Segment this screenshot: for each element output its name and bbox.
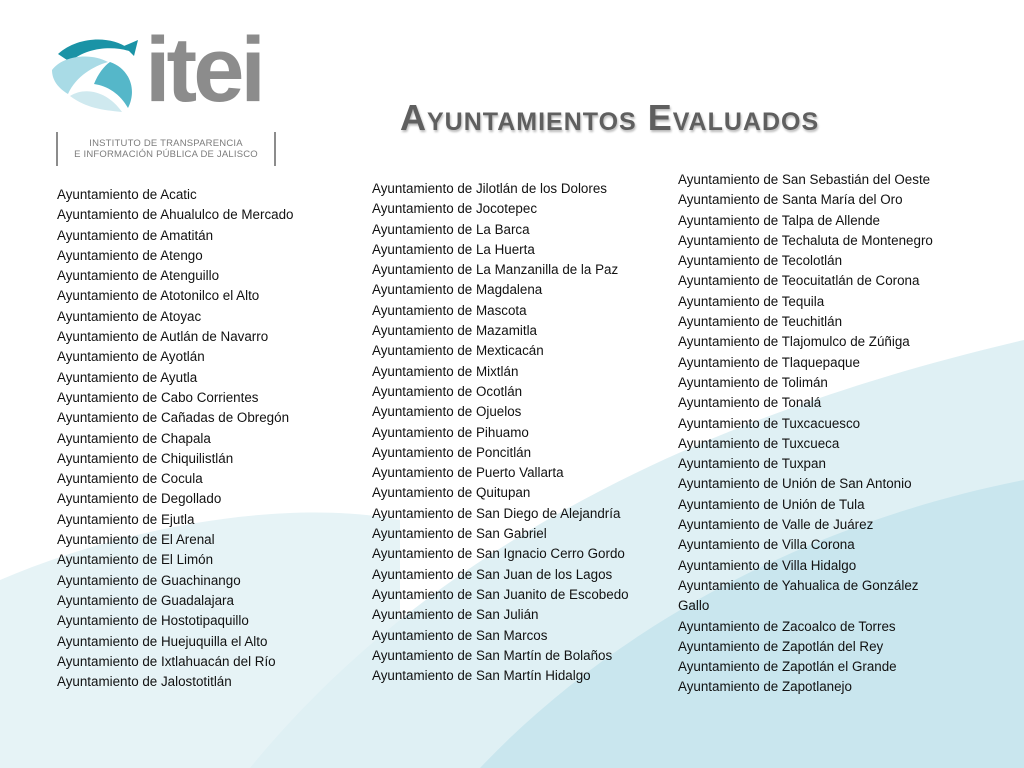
page-title: Ayuntamientos Evaluados (400, 97, 820, 138)
municipality-list-item: Ayuntamiento de Villa Hidalgo (678, 557, 857, 573)
municipality-list-item: Ayuntamiento de Mexticacán (372, 343, 544, 359)
municipality-list-item: Ayuntamiento de Degollado (57, 491, 222, 507)
municipality-list-item: Ayuntamiento de Mixtlán (372, 363, 519, 379)
municipality-list-item: Ayuntamiento de San Juan de los Lagos (372, 566, 613, 582)
municipality-list-item: Ayuntamiento de Ayotlán (57, 349, 205, 365)
municipality-list-item: Ayuntamiento de Huejuquilla el Alto (57, 633, 268, 649)
municipality-list-item: Ayuntamiento de Tlajomulco de Zúñiga (678, 334, 910, 350)
municipality-list-item: Ayuntamiento de Santa María del Oro (678, 192, 903, 208)
municipality-list-item: Ayuntamiento de Zapotlán del Rey (678, 638, 884, 654)
municipality-list-item: Ayuntamiento de Jalostotitlán (57, 674, 232, 690)
municipality-list-item: Ayuntamiento de Ejutla (57, 511, 195, 527)
municipality-list-item: Ayuntamiento de La Manzanilla de la Paz (372, 262, 619, 278)
municipality-list-item: Ayuntamiento de San Martín Hidalgo (372, 668, 591, 684)
municipality-list-item: Ayuntamiento de Ixtlahuacán del Río (57, 653, 276, 669)
municipality-list-item: Ayuntamiento de Villa Corona (678, 537, 855, 553)
municipality-list-item: Gallo (678, 598, 710, 614)
municipality-list-item: Ayuntamiento de Jilotlán de los Dolores (372, 181, 607, 196)
municipality-list-item: Ayuntamiento de El Arenal (57, 532, 215, 548)
municipality-list-item: Ayuntamiento de Ahualulco de Mercado (57, 207, 294, 223)
logo-caption-line2: E INFORMACIÓN PÚBLICA DE JALISCO (74, 149, 258, 160)
municipality-list-item: Ayuntamiento de San Marcos (372, 627, 548, 643)
municipality-list-item: Ayuntamiento de Puerto Vallarta (372, 465, 564, 481)
municipality-list-item: Ayuntamiento de Autlán de Navarro (57, 329, 269, 345)
municipality-list-item: Ayuntamiento de Ojuelos (372, 404, 522, 420)
municipality-list-column-3 (678, 170, 933, 698)
municipality-list-item: Ayuntamiento de Guachinango (57, 572, 241, 588)
municipality-list-item: Ayuntamiento de San Ignacio Cerro Gordo (372, 546, 625, 562)
municipality-list-item: Ayuntamiento de Teocuitatlán de Corona (678, 273, 920, 289)
municipality-list-item: Ayuntamiento de Tuxcueca (678, 435, 840, 451)
itei-logo (50, 19, 290, 170)
municipality-list-item: Ayuntamiento de El Limón (57, 552, 214, 568)
municipality-list-item: Ayuntamiento de Guadalajara (57, 592, 234, 608)
municipality-list-item: Ayuntamiento de San Juanito de Escobedo (372, 586, 629, 602)
municipality-list-item: Ayuntamiento de Zapotlán el Grande (678, 659, 897, 675)
municipality-list-item: Ayuntamiento de Quitupan (372, 485, 531, 501)
municipality-list-item: Ayuntamiento de Tuxcacuesco (678, 415, 861, 431)
itei-swirl-icon (50, 32, 150, 132)
municipality-list-item: Ayuntamiento de San Martín de Bolaños (372, 647, 613, 663)
municipality-list-item: Ayuntamiento de Atenguillo (57, 268, 220, 284)
municipality-list-item: Ayuntamiento de Tecolotlán (678, 253, 843, 269)
logo-caption-line1: INSTITUTO DE TRANSPARENCIA (89, 138, 243, 149)
municipality-list-item: Ayuntamiento de Unión de San Antonio (678, 476, 912, 492)
municipality-list-item: Ayuntamiento de Poncitlán (372, 444, 532, 460)
municipality-list-item: Ayuntamiento de Cabo Corrientes (57, 389, 259, 405)
municipality-list-item: Ayuntamiento de Zapotlanejo (678, 679, 852, 695)
municipality-list-item: Ayuntamiento de Tonalá (678, 395, 822, 411)
municipality-list-item: Ayuntamiento de Yahualica de González (678, 577, 919, 593)
municipality-list-item: Ayuntamiento de La Huerta (372, 241, 535, 257)
municipality-list-item: Ayuntamiento de Teuchitlán (678, 314, 843, 330)
municipality-list-item: Ayuntamiento de Tuxpan (678, 456, 826, 472)
municipality-list-item: Ayuntamiento de Magdalena (372, 282, 543, 298)
municipality-list-item: Ayuntamiento de Cañadas de Obregón (57, 410, 290, 426)
municipality-list-item: Ayuntamiento de San Diego de Alejandría (372, 505, 621, 521)
logo-wordmark: itei (145, 19, 262, 121)
municipality-list-item: Ayuntamiento de Cocula (57, 471, 203, 487)
municipality-list-item: Ayuntamiento de Zacoalco de Torres (678, 618, 896, 634)
municipality-list-item: Ayuntamiento de Valle de Juárez (678, 517, 874, 533)
municipality-list-item: Ayuntamiento de Pihuamo (372, 424, 529, 440)
municipality-list-item: Ayuntamiento de La Barca (372, 221, 530, 237)
municipality-list-item: Ayuntamiento de Atengo (57, 247, 203, 263)
municipality-list-item: Ayuntamiento de Chapala (57, 430, 211, 446)
municipality-list-item: Ayuntamiento de Amatitán (57, 227, 214, 243)
municipality-list-item: Ayuntamiento de San Julián (372, 607, 539, 623)
municipality-list-column-2 (372, 179, 629, 686)
municipality-list-item: Ayuntamiento de Mascota (372, 302, 527, 318)
municipality-list-item: Ayuntamiento de San Gabriel (372, 526, 547, 542)
municipality-list-item: Ayuntamiento de Tolimán (678, 374, 828, 390)
municipality-list-item: Ayuntamiento de Techaluta de Montenegro (678, 232, 933, 248)
municipality-list-item: Ayuntamiento de Jocotepec (372, 201, 538, 217)
municipality-list-item: Ayuntamiento de Atoyac (57, 308, 202, 324)
municipality-list-column-1 (57, 185, 293, 692)
municipality-list-item: Ayuntamiento de Tequila (678, 293, 825, 309)
municipality-list-item: Ayuntamiento de Chiquilistlán (57, 450, 234, 466)
municipality-list-item: Ayuntamiento de Talpa de Allende (678, 212, 881, 228)
logo-caption (56, 132, 276, 166)
municipality-list-item: Ayuntamiento de Ocotlán (372, 383, 523, 399)
municipality-list-item: Ayuntamiento de Unión de Tula (678, 496, 865, 512)
municipality-list-item: Ayuntamiento de Ayutla (57, 369, 198, 385)
municipality-list-item: Ayuntamiento de Atotonilco el Alto (57, 288, 260, 304)
municipality-list-item: Ayuntamiento de Mazamitla (372, 323, 537, 339)
municipality-list-item: Ayuntamiento de Tlaquepaque (678, 354, 860, 370)
municipality-list-item: Ayuntamiento de Hostotipaquillo (57, 613, 249, 629)
municipality-list-item: Ayuntamiento de San Sebastián del Oeste (678, 172, 931, 187)
municipality-list-item: Ayuntamiento de Acatic (57, 187, 197, 202)
